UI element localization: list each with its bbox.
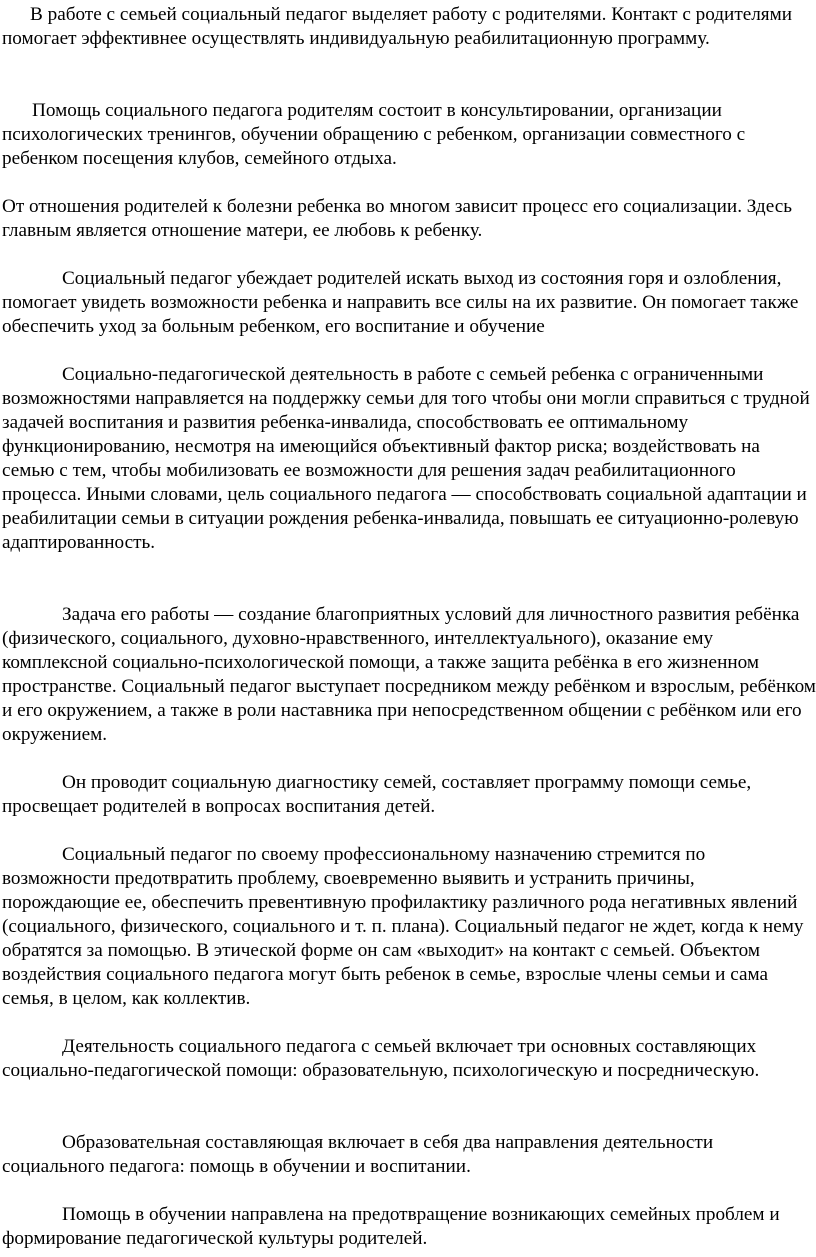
paragraph-work-with-parents: В работе с семьей социальный педагог выделяет работу с родителями. Контакт с родителями помогает эффективнее осуществлять индивидуальную реабилитационную программу. — [2, 4, 793, 49]
paragraph-parents-attitude: От отношения родителей к болезни ребенка во многом зависит процесс его социализации. Здесь главным является отношение матери, ее любовь к ребенку. — [2, 196, 792, 241]
paragraph-socio-pedagogical-activity: Социально-педагогической деятельность в работе с семьей ребенка с ограниченными возможностями направляется на поддержку семьи для того чтобы они могли справиться с трудной задачей воспитания и развития ребенка-инвалида, способствовать ее оптимальному функционированию, несмотря на имеющийся объективный фактор риска; воздействовать на семью с тем, чтобы мобилизовать ее возможности для решения задач реабилитационного процесса. Иными словами, цель социального педагога — способствовать социальной адаптации и реабилитации семьи в ситуации рождения ребенка-инвалида, повышать ее ситуационно-ролевую адаптированность. — [2, 364, 810, 553]
paragraph-task-of-work: Задача его работы — создание благоприятных условий для личностного развития ребёнка (физического, социального, духовно-нравственного, интеллектуального), оказание ему комплексной социально-психологической помощи, а также защита ребёнка в его жизненном пространстве. Социальный педагог выступает посредником между ребёнком и взрослым, ребёнком и его окружением, а также в роли наставника при непосредственном общении с ребёнком или его окружением. — [2, 604, 816, 745]
paragraph-educational-component: Образовательная составляющая включает в себя два направления деятельности социального педагога: помощь в обучении и воспитании. — [2, 1132, 714, 1177]
paragraph-social-diagnostics: Он проводит социальную диагностику семей, составляет программу помощи семье, просвещает родителей в вопросах воспитания детей. — [2, 772, 752, 817]
paragraph-educator-persuades: Социальный педагог убеждает родителей искать выход из состояния горя и озлобления, помогает увидеть возможности ребенка и направить все силы на их развитие. Он помогает также обеспечить уход за больным ребенком, его воспитание и обучение — [2, 268, 799, 337]
paragraph-help-to-parents: Помощь социального педагога родителям состоит в консультировании, организации психологических тренингов, обучении обращению с ребенком, организации совместного с ребенком посещения клубов, семейного отдыха. — [2, 100, 746, 169]
paragraph-three-components: Деятельность социального педагога с семьей включает три основных составляющих социально-педагогической помощи: образовательную, психологическую и посредническую. — [2, 1036, 760, 1081]
paragraph-help-in-learning: Помощь в обучении направлена на предотвращение возникающих семейных проблем и формирование педагогической культуры родителей. — [2, 1204, 780, 1249]
paragraph-prevention: Социальный педагог по своему профессиональному назначению стремится по возможности предотвратить проблему, своевременно выявить и устранить причины, порождающие ее, обеспечить превентивную профилактику различного рода негативных явлений (социального, физического, социального и т. п. плана). Социальный педагог не ждет, когда к нему обратятся за помощью. В этической форме он сам «выходит» на контакт с семьей. Объектом воздействия социального педагога могут быть ребенок в семье, взрослые члены семьи и сама семья, в целом, как коллектив. — [2, 844, 804, 1009]
